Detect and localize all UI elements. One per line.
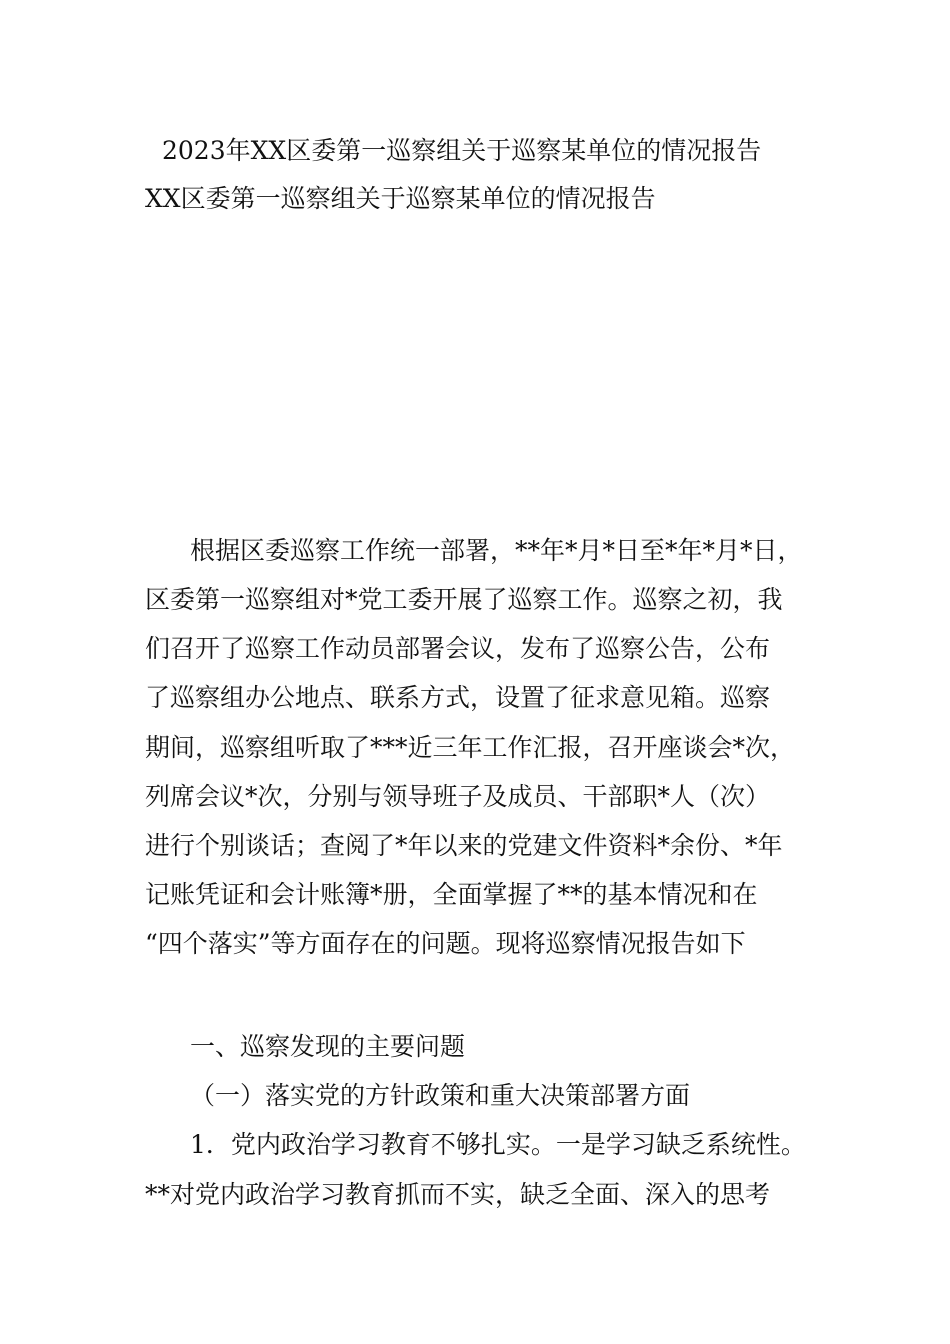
document-title: 2023年XX区委第一巡察组关于巡察某单位的情况报告 — [162, 136, 762, 165]
intro-paragraph-line: 期间，巡察组听取了***近三年工作汇报，召开座谈会*次， — [145, 733, 796, 762]
intro-paragraph-line: 列席会议*次，分别与领导班子及成员、干部职*人（次） — [145, 782, 771, 811]
intro-paragraph-line: 根据区委巡察工作统一部署，**年*月*日至*年*月*日， — [190, 536, 803, 565]
intro-paragraph-line: 了巡察组办公地点、联系方式，设置了征求意见箱。巡察 — [145, 683, 771, 712]
document-subtitle: XX区委第一巡察组关于巡察某单位的情况报告 — [145, 184, 656, 213]
intro-paragraph-line: 进行个别谈话；查阅了*年以来的党建文件资料*余份、*年 — [145, 831, 783, 860]
item-paragraph-line: **对党内政治学习教育抓而不实，缺乏全面、深入的思考 — [145, 1180, 771, 1209]
intro-paragraph-line: 区委第一巡察组对*党工委开展了巡察工作。巡察之初，我 — [145, 585, 783, 614]
section-heading: 一、巡察发现的主要问题 — [190, 1032, 466, 1061]
intro-paragraph-line: “四个落实”等方面存在的问题。现将巡察情况报告如下 — [145, 929, 746, 958]
subsection-heading: （一）落实党的方针政策和重大决策部署方面 — [190, 1081, 691, 1110]
intro-paragraph-line: 们召开了巡察工作动员部署会议，发布了巡察公告，公布 — [145, 634, 771, 663]
intro-paragraph-line: 记账凭证和会计账簿*册，全面掌握了**的基本情况和在 — [145, 880, 758, 909]
item-paragraph-line: 1．党内政治学习教育不够扎实。一是学习缺乏系统性。 — [190, 1130, 806, 1159]
